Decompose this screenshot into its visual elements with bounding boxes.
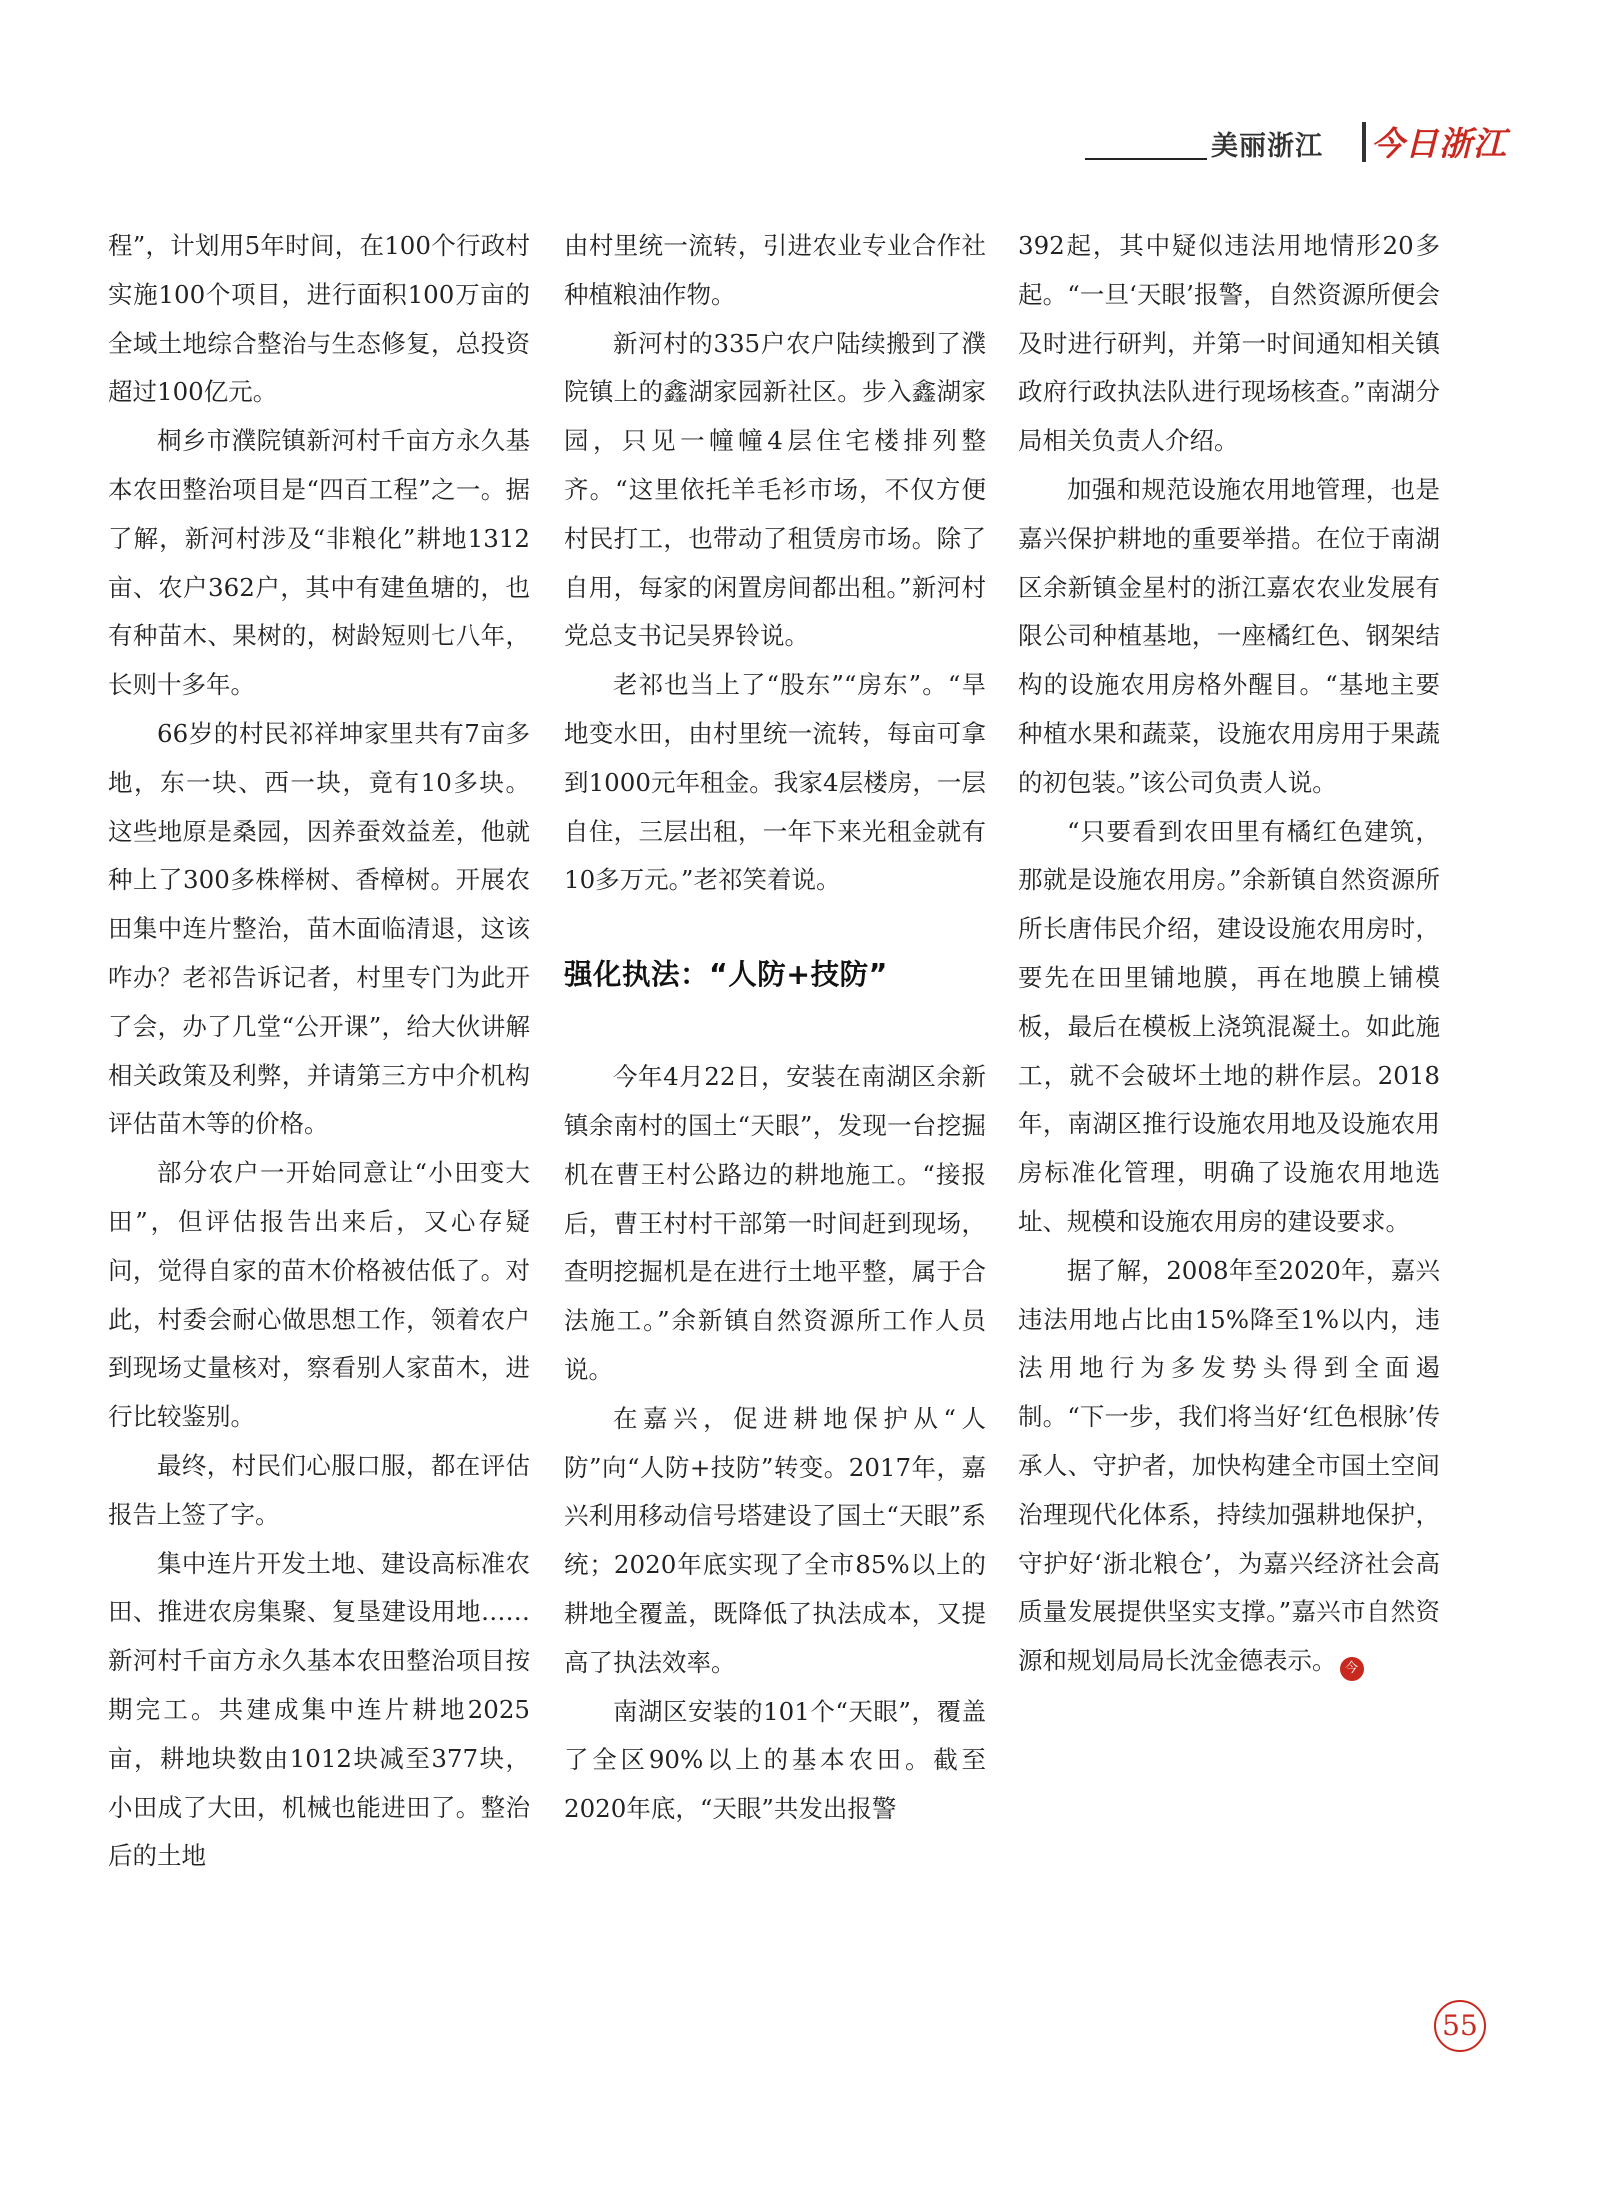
paragraph: 老祁也当上了“股东”“房东”。“旱地变水田，由村里统一流转，每亩可拿到1000元年租金。我家4层楼房，一层自住，三层出租，一年下来光租金就有10多万元。”老祁笑着说。 [564,670,986,895]
paragraph: 今年4月22日，安装在南湖区余新镇余南村的国土“天眼”，发现一台挖掘机在曹王村公路边的耕地施工。“接报后，曹王村村干部第一时间赶到现场，查明挖掘机是在进行土地平整，属于合法施工。”余新镇自然资源所工作人员说。 [564,1062,986,1384]
paragraph: 部分农户一开始同意让“小田变大田”，但评估报告出来后，又心存疑问，觉得自家的苗木价格被估低了。对此，村委会耐心做思想工作，领着农户到现场丈量核对，察看别人家苗木，进行比较鉴别。 [108,1158,530,1432]
paragraph: 392起，其中疑似违法用地情形20多起。“一旦‘天眼’报警，自然资源所便会及时进行研判，并第一时间通知相关镇政府行政执法队进行现场核查。”南湖分局相关负责人介绍。 [1018,231,1440,456]
header-section-title: 美丽浙江 [1211,131,1323,162]
paragraph: 集中连片开发土地、建设高标准农田、推进农房集聚、复垦建设用地……新河村千亩方永久基本农田整治项目按期完工。共建成集中连片耕地2025亩，耕地块数由1012块减至377块，小田成了大田，机械也能进田了。整治后的土地 [108,1548,530,1871]
paragraph: 在嘉兴，促进耕地保护从“人防”向“人防+技防”转变。2017年，嘉兴利用移动信号塔建设了国土“天眼”系统；2020年底实现了全市85%以上的耕地全覆盖，既降低了执法成本，又提高了执法效率。 [564,1403,986,1677]
article-column-1 [108,222,530,1881]
paragraph-text: 据了解，2008年至2020年，嘉兴违法用地占比由15%降至1%以内，违法用地行为多发势头得到全面遏制。“下一步，我们将当好‘红色根脉’传承人、守护者，加快构建全市国土空间治理现代化体系，持续加强耕地保护，守护好‘浙北粮仓’，为嘉兴经济社会高质量发展提供坚实支撑。”嘉兴市自然资源和规划局局长沈金德表示。 [1018,1255,1440,1676]
page-header [1085,118,1507,168]
header-brand-logo: 今日浙江 [1371,124,1507,163]
paragraph-final [1018,1247,1440,1686]
paragraph: 最终，村民们心服口服，都在评估报告上签了字。 [108,1450,530,1529]
article-column-2 [564,222,986,1834]
paragraph: 程”，计划用5年时间，在100个行政村实施100个项目，进行面积100万亩的全域土地综合整治与生态修复，总投资超过100亿元。 [108,231,530,407]
header-rule [1085,158,1207,160]
article-column-3 [1018,222,1440,1686]
paragraph: 新河村的335户农户陆续搬到了濮院镇上的鑫湖家园新社区。步入鑫湖家园，只见一幢幢4层住宅楼排列整齐。“这里依托羊毛衫市场，不仅方便村民打工，也带动了租赁房市场。除了自用，每家的闲置房间都出租。”新河村党总支书记吴界铃说。 [564,328,986,651]
section-heading: 强化执法：“人防+技防” [564,958,888,992]
paragraph: 由村里统一流转，引进农业专业合作社种植粮油作物。 [564,231,986,309]
header-divider [1362,122,1366,162]
paragraph: 南湖区安装的101个“天眼”，覆盖了全区90%以上的基本农田。截至2020年底，“天眼”共发出报警 [564,1696,986,1824]
paragraph: “只要看到农田里有橘红色建筑，那就是设施农用房。”余新镇自然资源所所长唐伟民介绍，建设设施农用房时，要先在田里铺地膜，再在地膜上铺模板，最后在模板上浇筑混凝土。如此施工，就不会破坏土地的耕作层。2018年，南湖区推行设施农用地及设施农用房标准化管理，明确了设施农用地选址、规模和设施农用房的建设要求。 [1018,816,1440,1236]
paragraph: 桐乡市濮院镇新河村千亩方永久基本农田整治项目是“四百工程”之一。据了解，新河村涉及“非粮化”耕地1312亩、农户362户，其中有建鱼塘的，也有种苗木、果树的，树龄短则七八年，长则十多年。 [108,426,530,700]
paragraph: 加强和规范设施农用地管理，也是嘉兴保护耕地的重要举措。在位于南湖区余新镇金星村的浙江嘉农农业发展有限公司种植基地，一座橘红色、钢架结构的设施农用房格外醒目。“基地主要种植水果和蔬菜，设施农用房用于果蔬的初包装。”该公司负责人说。 [1018,474,1440,797]
page-number: 55 [1434,2000,1486,2052]
paragraph: 66岁的村民祁祥坤家里共有7亩多地，东一块、西一块，竟有10多块。这些地原是桑园，因养蚕效益差，他就种上了300多株榉树、香樟树。开展农田集中连片整治，苗木面临清退，这该咋办？老祁告诉记者，村里专门为此开了会，办了几堂“公开课”，给大伙讲解相关政策及利弊，并请第三方中介机构评估苗木等的价格。 [108,718,530,1139]
end-mark-icon: 今 [1340,1657,1364,1681]
